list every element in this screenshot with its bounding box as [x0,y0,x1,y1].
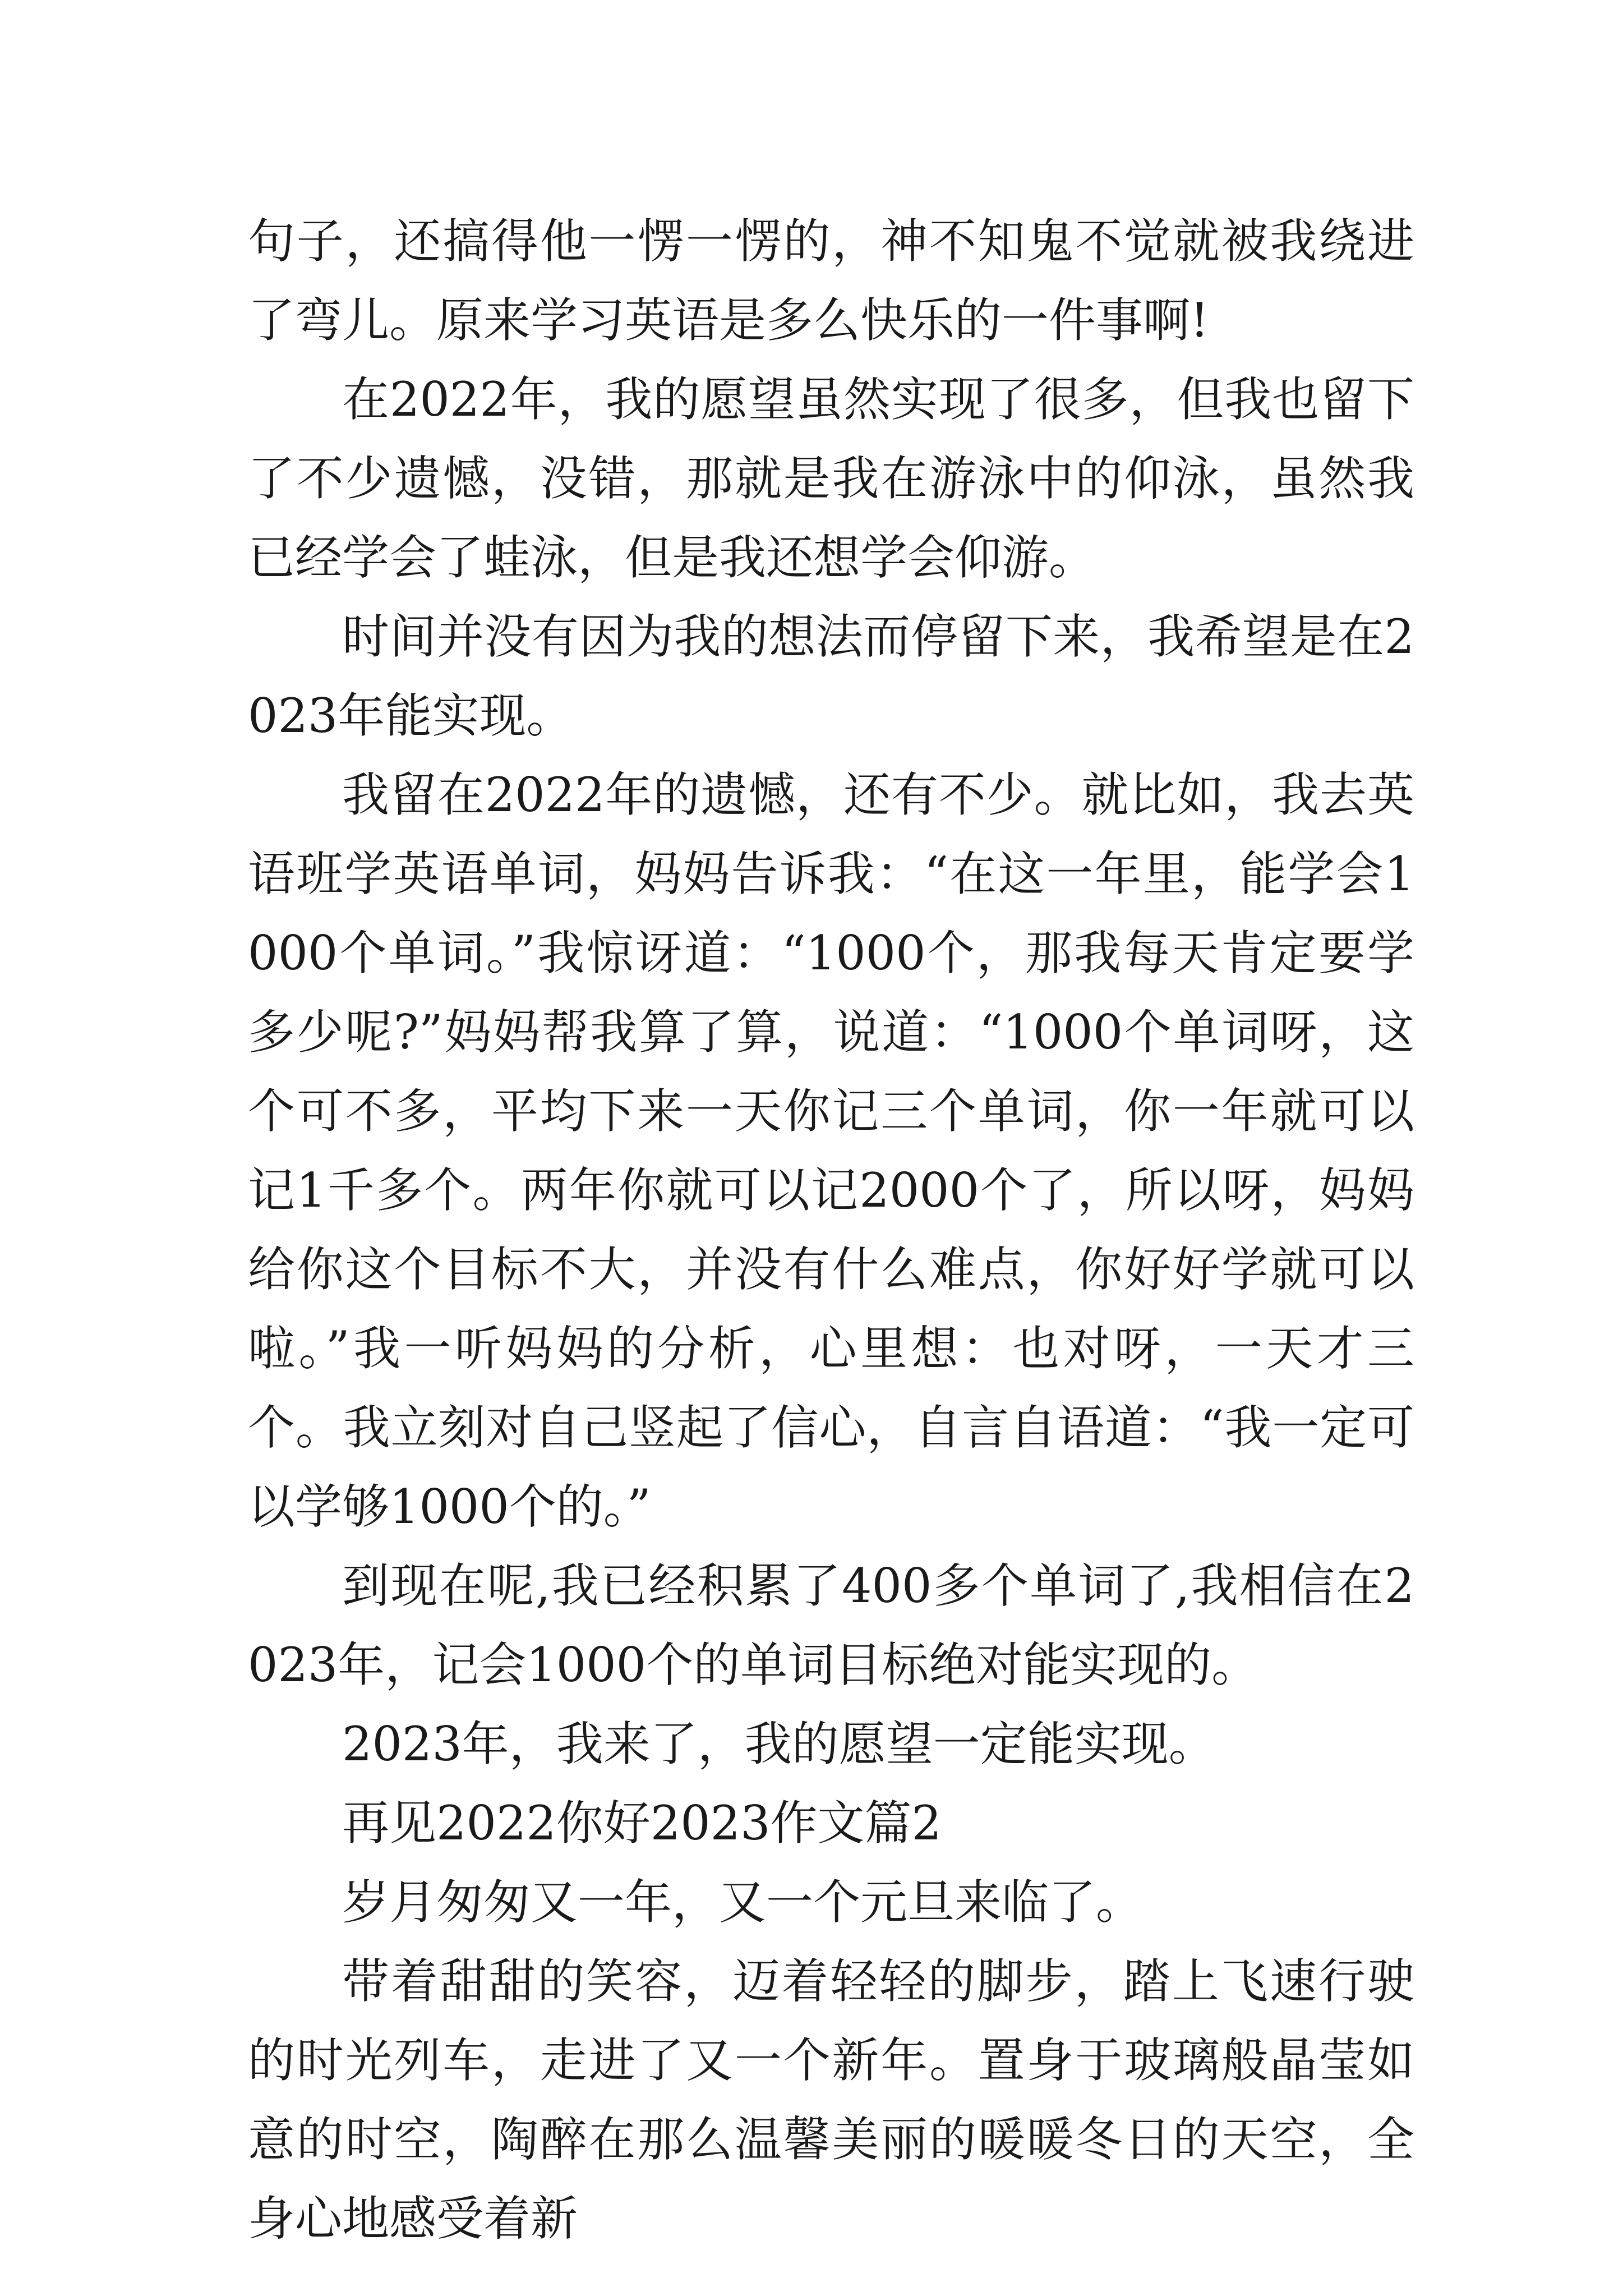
section-heading: 再见2022你好2023作文篇2 [342,1796,942,1851]
document-body [248,202,1414,2258]
paragraph-1: 句子，还搞得他一愣一愣的，神不知鬼不觉就被我绕进了弯儿。原来学习英语是多么快乐的一件事啊! [248,214,1414,348]
paragraph-5: 到现在呢,我已经积累了400多个单词了,我相信在2023年，记会1000个的单词目标绝对能实现的。 [248,1558,1414,1692]
paragraph-6: 2023年，我来了，我的愿望一定能实现。 [342,1717,1216,1772]
paragraph-4: 我留在2022年的遗憾，还有不少。就比如，我去英语班学英语单词，妈妈告诉我：“在这一年里，能学会1000个单词。”我惊讶道：“1000个，那我每天肯定要学多少呢?”妈妈帮我算了算，说道：“1000个单词呀，这个可不多，平均下来一天你记三个单词，你一年就可以记1千多个。两年你就可以记2000个了，所以呀，妈妈给你这个目标不大，并没有什么难点，你好好学就可以啦。”我一听妈妈的分析，心里想：也对呀，一天才三个。我立刻对自己竖起了信心，自言自语道：“我一定可以学够1000个的。” [248,767,1414,1534]
paragraph-8: 带着甜甜的笑容，迈着轻轻的脚步，踏上飞速行驶的时光列车，走进了又一个新年。置身于玻璃般晶莹如意的时空，陶醉在那么温馨美丽的暖暖冬日的天空，全身心地感受着新 [248,1954,1414,2246]
paragraph-2: 在2022年，我的愿望虽然实现了很多，但我也留下了不少遗憾，没错，那就是我在游泳中的仰泳，虽然我已经学会了蛙泳，但是我还想学会仰游。 [248,372,1414,585]
paragraph-3: 时间并没有因为我的想法而停留下来，我希望是在2023年能实现。 [248,609,1414,743]
paragraph-7: 岁月匆匆又一年，又一个元旦来临了。 [342,1875,1144,1930]
